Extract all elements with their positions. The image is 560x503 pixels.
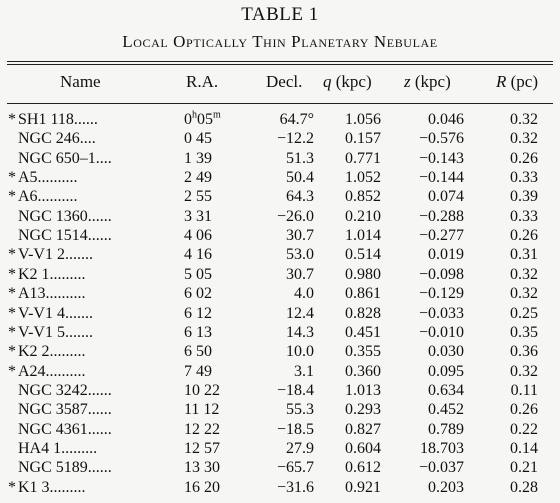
table-row	[0, 130, 560, 147]
top-rule-second	[7, 64, 553, 65]
z-cell: 0.046	[428, 111, 464, 128]
nebula-name	[8, 188, 170, 206]
nebula-name-text: V-V1 2.......	[18, 246, 93, 264]
nebula-name	[8, 363, 170, 381]
ra-cell: 12 57	[184, 439, 220, 457]
radius-cell: 0.32	[510, 285, 538, 303]
decl-cell: 10.0	[286, 343, 314, 361]
ra-cell: 6 50	[184, 343, 212, 361]
decl-cell: 14.3	[286, 323, 314, 341]
z-cell: 18.703	[420, 439, 464, 457]
q-cell: 1.013	[345, 381, 381, 399]
ra-cell: 1 39	[184, 149, 212, 167]
nebula-name-text: K2 1.........	[18, 265, 86, 283]
nebula-name	[8, 266, 170, 284]
z-cell: 0.030	[428, 343, 464, 361]
ra-part: m	[213, 109, 221, 121]
header-q-unit: (kpc)	[331, 72, 372, 91]
z-cell: −0.098	[418, 265, 464, 283]
radius-cell: 0.26	[510, 401, 538, 419]
ra-cell: 6 13	[184, 323, 212, 341]
header-rule	[7, 103, 553, 104]
nebula-name	[8, 246, 170, 264]
q-cell: 0.293	[345, 401, 381, 419]
q-cell: 0.771	[345, 149, 381, 167]
decl-cell: −18.5	[276, 420, 314, 438]
decl-cell: 30.7	[286, 265, 314, 283]
table-row	[0, 150, 560, 167]
table-row	[0, 246, 560, 263]
nebula-name	[8, 401, 170, 419]
q-cell: 0.861	[345, 285, 381, 303]
radius-cell: 0.26	[510, 227, 538, 245]
nebula-name-text: K2 2.........	[18, 343, 86, 361]
radius-cell: 0.25	[510, 304, 538, 322]
ra-cell	[184, 111, 221, 129]
nebula-name-text: A5..........	[18, 169, 78, 187]
z-cell: 0.789	[428, 420, 464, 438]
nebula-name-text: A13..........	[18, 285, 86, 303]
nebula-name-text: K1 3.........	[18, 478, 86, 496]
nebula-name	[8, 343, 170, 361]
z-cell: −0.010	[418, 323, 464, 341]
nebula-name	[8, 421, 170, 439]
nebula-name	[8, 208, 170, 226]
q-cell: 0.210	[345, 207, 381, 225]
radius-cell: 0.14	[510, 439, 538, 457]
table-row	[0, 305, 560, 322]
nebula-name	[8, 285, 170, 303]
ra-cell: 13 30	[184, 459, 220, 477]
nebula-name-text: V-V1 4.......	[18, 304, 93, 322]
ra-cell: 12 22	[184, 420, 220, 438]
star-marker: *	[8, 323, 16, 341]
header-r	[496, 72, 538, 96]
z-cell: −0.143	[418, 149, 464, 167]
star-marker: *	[8, 246, 16, 264]
ra-cell: 7 49	[184, 362, 212, 380]
q-cell: 1.056	[345, 111, 381, 128]
header-decl: Decl.	[266, 72, 303, 91]
radius-cell: 0.28	[510, 478, 538, 496]
radius-cell: 0.36	[510, 343, 538, 361]
q-cell: 0.921	[345, 478, 381, 496]
radius-cell: 0.32	[510, 265, 538, 283]
ra-cell: 16 20	[184, 478, 220, 496]
table-row	[0, 421, 560, 438]
z-cell: 0.203	[428, 478, 464, 496]
nebula-name-text: HA4 1.........	[18, 439, 98, 457]
radius-cell: 0.33	[510, 207, 538, 225]
header-r-unit: (pc)	[506, 72, 539, 91]
star-marker: *	[8, 343, 16, 361]
table-row	[0, 208, 560, 225]
nebula-name-text: NGC 246....	[18, 130, 96, 148]
ra-part: h	[192, 109, 197, 121]
nebula-name-text: NGC 5189......	[18, 459, 112, 477]
ra-cell: 4 16	[184, 246, 212, 264]
ra-cell: 11 12	[184, 401, 220, 419]
nebula-name	[8, 169, 170, 187]
radius-cell: 0.35	[510, 323, 538, 341]
nebula-name-text: NGC 3587......	[18, 401, 112, 419]
radius-cell: 0.31	[510, 246, 538, 264]
nebula-name-text: NGC 3242......	[18, 381, 112, 399]
nebula-name-text: V-V1 5.......	[18, 323, 93, 341]
star-marker: *	[8, 362, 16, 380]
q-cell: 0.828	[345, 304, 381, 322]
q-cell: 0.360	[345, 362, 381, 380]
ra-cell: 6 12	[184, 304, 212, 322]
ra-cell: 6 02	[184, 285, 212, 303]
decl-cell: 64.3	[286, 188, 314, 206]
z-cell: 0.452	[428, 401, 464, 419]
z-cell: 0.095	[428, 362, 464, 380]
decl-cell: 30.7	[286, 227, 314, 245]
q-cell: 0.451	[345, 323, 381, 341]
q-cell: 0.157	[345, 130, 381, 148]
nebula-name-text: A6..........	[18, 188, 78, 206]
ra-part: 0	[184, 111, 192, 128]
table-row	[0, 111, 560, 128]
header-r-symbol: R	[496, 72, 507, 91]
table-row	[0, 440, 560, 457]
table-row	[0, 479, 560, 496]
table-row	[0, 459, 560, 476]
table-row	[0, 169, 560, 186]
table-row	[0, 227, 560, 244]
radius-cell: 0.32	[510, 130, 538, 148]
star-marker: *	[8, 478, 16, 496]
nebula-name	[8, 111, 170, 129]
table-row	[0, 324, 560, 341]
q-cell: 0.827	[345, 420, 381, 438]
q-cell: 0.852	[345, 188, 381, 206]
q-cell: 1.014	[345, 227, 381, 245]
radius-cell: 0.11	[510, 381, 538, 399]
table-label: TABLE 1	[241, 4, 319, 25]
z-cell: −0.033	[418, 304, 464, 322]
nebula-name-text: NGC 650–1....	[18, 149, 112, 167]
radius-cell: 0.39	[510, 188, 538, 206]
nebula-name	[8, 382, 170, 400]
decl-cell: 53.0	[286, 246, 314, 264]
ra-cell: 0 45	[184, 130, 212, 148]
z-cell: 0.019	[428, 246, 464, 264]
z-cell: −0.288	[418, 207, 464, 225]
decl-cell: 51.3	[286, 149, 314, 167]
ra-cell: 2 55	[184, 188, 212, 206]
nebula-name	[8, 459, 170, 477]
table-title: Local Optically Thin Planetary Nebulae	[122, 32, 438, 51]
table-row	[0, 343, 560, 360]
z-cell: 0.634	[428, 381, 464, 399]
nebula-name	[8, 479, 170, 497]
z-cell: −0.129	[418, 285, 464, 303]
ra-cell: 4 06	[184, 227, 212, 245]
decl-cell: −26.0	[276, 207, 314, 225]
q-cell: 0.604	[345, 439, 381, 457]
decl-cell: 55.3	[286, 401, 314, 419]
header-q-symbol: q	[323, 72, 332, 91]
ra-cell: 5 05	[184, 265, 212, 283]
header-z	[404, 72, 451, 96]
z-cell: −0.037	[418, 459, 464, 477]
table-row	[0, 382, 560, 399]
header-z-unit: (kpc)	[410, 72, 451, 91]
ra-cell: 3 31	[184, 207, 212, 225]
table-row	[0, 363, 560, 380]
header-name: Name	[60, 72, 101, 91]
star-marker: *	[8, 111, 16, 128]
star-marker: *	[8, 265, 16, 283]
radius-cell: 0.22	[510, 420, 538, 438]
radius-cell: 0.21	[510, 459, 538, 477]
z-cell: −0.144	[418, 169, 464, 187]
decl-cell: −65.7	[276, 459, 314, 477]
radius-cell: 0.32	[510, 111, 538, 128]
q-cell: 1.052	[345, 169, 381, 187]
q-cell: 0.980	[345, 265, 381, 283]
ra-part: 05	[197, 111, 213, 128]
star-marker: *	[8, 188, 16, 206]
decl-cell: 12.4	[286, 304, 314, 322]
nebula-name-text: NGC 1360......	[18, 207, 112, 225]
q-cell: 0.355	[345, 343, 381, 361]
z-cell: 0.074	[428, 188, 464, 206]
table-row	[0, 266, 560, 283]
q-cell: 0.514	[345, 246, 381, 264]
header-z-symbol: z	[404, 72, 411, 91]
decl-cell: −18.4	[276, 381, 314, 399]
nebula-name	[8, 227, 170, 245]
table-row	[0, 401, 560, 418]
top-rule	[7, 61, 553, 62]
decl-cell: −31.6	[276, 478, 314, 496]
nebula-name-text: NGC 4361......	[18, 420, 112, 438]
decl-cell: 3.1	[294, 362, 314, 380]
star-marker: *	[8, 285, 16, 303]
star-marker: *	[8, 169, 16, 187]
header-q	[323, 72, 372, 96]
table-row	[0, 188, 560, 205]
decl-cell: 64.7°	[279, 111, 314, 128]
decl-cell: −12.2	[276, 130, 314, 148]
header-ra: R.A.	[186, 72, 219, 91]
nebula-name	[8, 305, 170, 323]
z-cell: −0.277	[418, 227, 464, 245]
nebula-name-text: NGC 1514......	[18, 227, 112, 245]
nebula-name	[8, 324, 170, 342]
nebula-name-text: A24..........	[18, 362, 86, 380]
ra-cell: 10 22	[184, 381, 220, 399]
table-row	[0, 285, 560, 302]
star-marker: *	[8, 304, 16, 322]
decl-cell: 27.9	[286, 439, 314, 457]
nebula-name	[8, 150, 170, 168]
radius-cell: 0.32	[510, 362, 538, 380]
radius-cell: 0.33	[510, 169, 538, 187]
z-cell: −0.576	[418, 130, 464, 148]
decl-cell: 4.0	[294, 285, 314, 303]
nebula-name-text: SH1 118......	[18, 111, 98, 128]
ra-cell: 2 49	[184, 169, 212, 187]
decl-cell: 50.4	[286, 169, 314, 187]
nebula-name	[8, 130, 170, 148]
q-cell: 0.612	[345, 459, 381, 477]
nebula-name	[8, 440, 170, 458]
radius-cell: 0.26	[510, 149, 538, 167]
